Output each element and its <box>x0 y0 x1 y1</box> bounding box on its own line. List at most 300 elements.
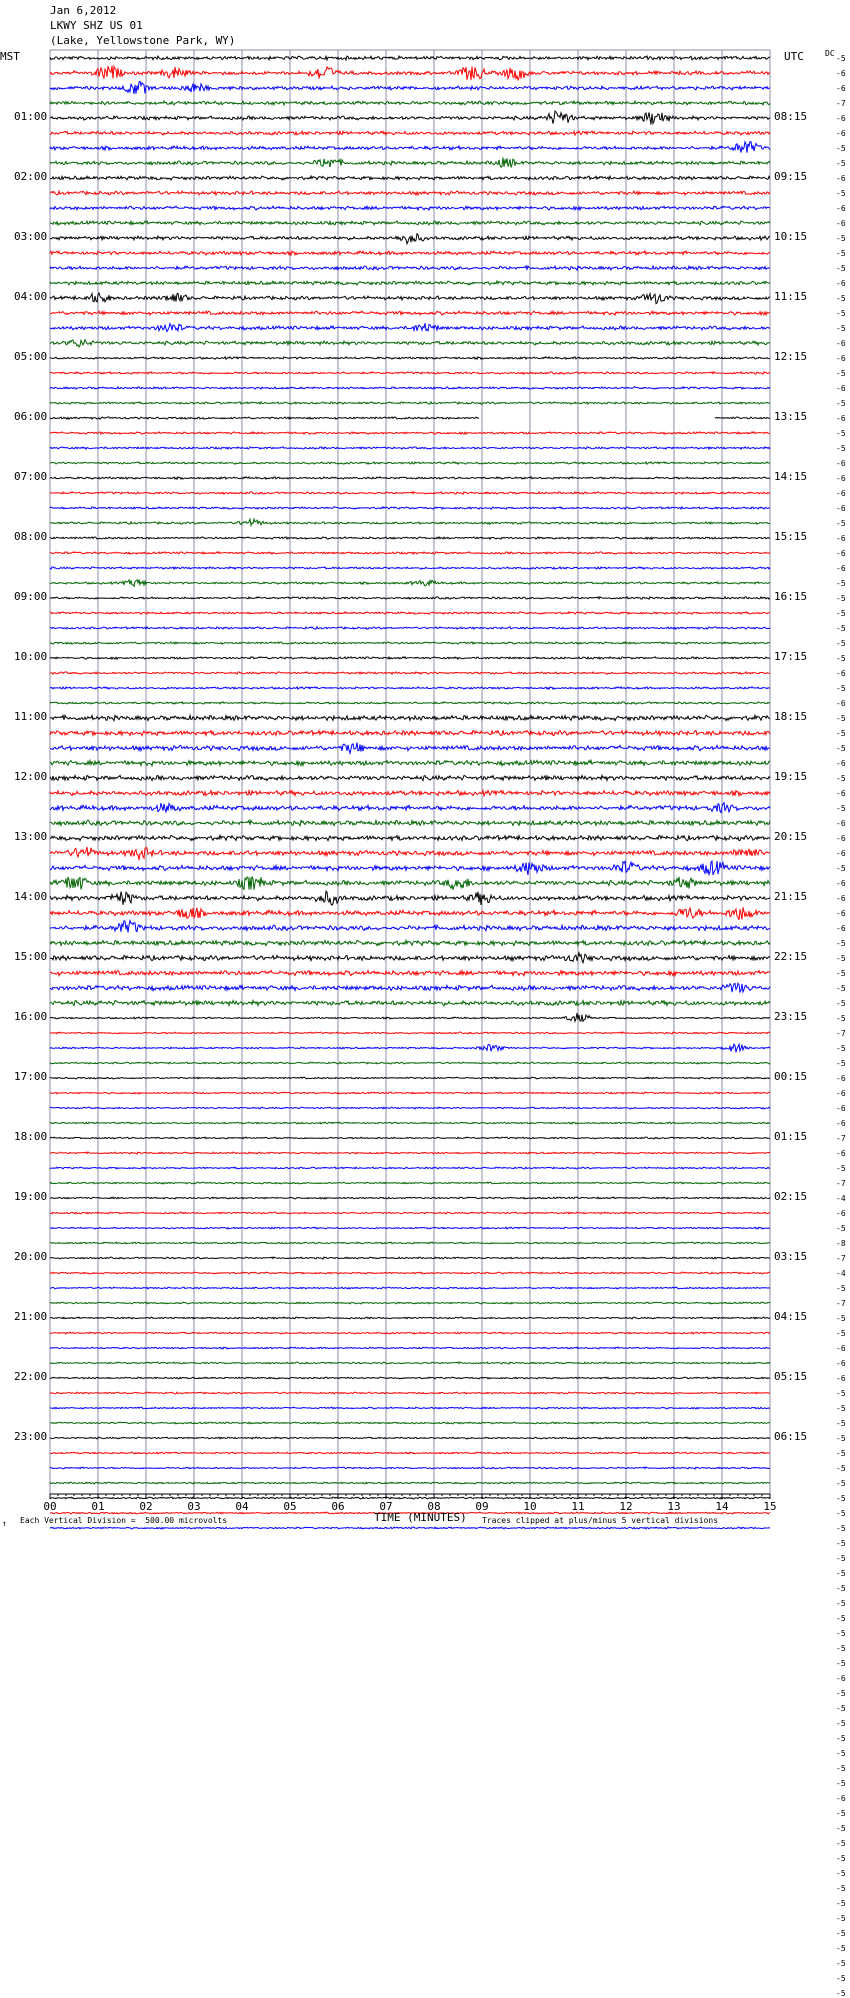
trace-line <box>50 323 770 331</box>
trace-line <box>50 1212 770 1214</box>
x-tick-label: 04 <box>235 1500 249 1513</box>
trace-line <box>50 971 770 976</box>
dc-offset-value: -5 <box>836 1629 846 1638</box>
dc-offset-value: -5 <box>836 399 846 408</box>
dc-offset-value: -6 <box>836 1209 846 1218</box>
station-location: (Lake, Yellowstone Park, WY) <box>50 34 236 47</box>
right-hour-label: 03:15 <box>774 1250 808 1263</box>
dc-offset-value: -5 <box>836 1734 846 1743</box>
dc-offset-value: -6 <box>836 414 846 423</box>
trace-line <box>50 820 770 826</box>
trace-line <box>50 311 770 315</box>
trace-line <box>50 1032 770 1034</box>
dc-offset-value: -6 <box>836 354 846 363</box>
dc-offset-value: -6 <box>836 204 846 213</box>
left-hour-label: 18:00 <box>14 1130 48 1143</box>
dc-offset-value: -6 <box>836 384 846 393</box>
dc-offset-value: -6 <box>836 789 846 798</box>
dc-offset-value: -6 <box>836 1674 846 1683</box>
trace-line <box>50 158 770 168</box>
trace-line <box>50 760 770 765</box>
dc-offset-value: -6 <box>836 339 846 348</box>
dc-offset-value: -4 <box>836 1194 846 1203</box>
x-tick-label: 11 <box>571 1500 585 1513</box>
dc-offset-value: -5 <box>836 1434 846 1443</box>
dc-offset-value: -5 <box>836 1014 846 1023</box>
trace-line <box>50 1377 770 1379</box>
right-hour-label: 18:15 <box>774 710 808 723</box>
left-hour-label: 08:00 <box>14 530 48 543</box>
x-axis-label: TIME (MINUTES) <box>374 1511 467 1524</box>
dc-offset-value: -5 <box>836 729 846 738</box>
plot-frame <box>50 50 770 1494</box>
dc-offset-value: -7 <box>836 99 846 108</box>
trace-line <box>50 357 770 359</box>
right-hour-label: 20:15 <box>774 830 808 843</box>
trace-line <box>50 1422 770 1424</box>
trace-line <box>50 281 770 285</box>
dc-offset-value: -8 <box>836 1239 846 1248</box>
trace-line <box>50 1152 770 1154</box>
dc-offset-value: -5 <box>836 639 846 648</box>
trace-line <box>50 206 770 210</box>
trace-line <box>50 1497 770 1499</box>
trace-line <box>50 791 770 796</box>
dc-offset-value: -7 <box>836 1299 846 1308</box>
right-hour-label: 11:15 <box>774 290 808 303</box>
x-tick-label: 08 <box>427 1500 441 1513</box>
left-hour-label: 16:00 <box>14 1010 48 1023</box>
trace-line <box>50 1482 770 1484</box>
x-tick-label: 06 <box>331 1500 345 1513</box>
trace-line <box>50 66 770 81</box>
trace-line <box>50 1242 770 1244</box>
trace-line <box>50 627 770 629</box>
left-hour-label: 05:00 <box>14 350 48 363</box>
trace-line <box>50 847 770 860</box>
trace-line <box>50 552 770 554</box>
trace-line <box>50 642 770 644</box>
trace-line <box>50 131 770 135</box>
dc-offset-value: -5 <box>836 864 846 873</box>
trace-line <box>50 372 770 374</box>
trace-line <box>50 687 770 689</box>
dc-offset-value: -5 <box>836 1389 846 1398</box>
dc-offset-value: -5 <box>836 939 846 948</box>
left-hour-label: 21:00 <box>14 1310 48 1323</box>
dc-offset-value: -5 <box>836 594 846 603</box>
x-tick-label: 07 <box>379 1500 393 1513</box>
right-hour-label: 22:15 <box>774 950 808 963</box>
dc-offset-value: -5 <box>836 1479 846 1488</box>
dc-offset-value: -5 <box>836 1869 846 1878</box>
left-timezone-label: MST <box>0 50 20 63</box>
right-hour-label: 15:15 <box>774 530 808 543</box>
trace-line <box>50 221 770 225</box>
dc-offset-value: -5 <box>836 369 846 378</box>
trace-line <box>50 402 770 404</box>
trace-line <box>50 1317 770 1319</box>
dc-offset-value: -5 <box>836 1719 846 1728</box>
left-hour-label: 02:00 <box>14 170 48 183</box>
right-hour-label: 17:15 <box>774 650 808 663</box>
trace-line <box>50 657 770 659</box>
trace-line <box>50 715 770 720</box>
right-hour-label: 13:15 <box>774 410 808 423</box>
left-hour-label: 17:00 <box>14 1070 48 1083</box>
trace-line <box>50 1044 770 1052</box>
dc-offset-value: -6 <box>836 669 846 678</box>
dc-offset-value: -5 <box>836 1944 846 1953</box>
trace-line <box>50 907 770 919</box>
left-hour-label: 15:00 <box>14 950 48 963</box>
dc-offset-value: -5 <box>836 1644 846 1653</box>
dc-offset-value: -6 <box>836 174 846 183</box>
dc-offset-value: -6 <box>836 819 846 828</box>
left-hour-label: 11:00 <box>14 710 48 723</box>
trace-line <box>50 1437 770 1439</box>
dc-offset-value: -7 <box>836 1029 846 1038</box>
trace-line <box>50 519 770 525</box>
dc-offset-value: -6 <box>836 84 846 93</box>
trace-line <box>50 417 770 419</box>
left-hour-label: 03:00 <box>14 230 48 243</box>
x-tick-label: 05 <box>283 1500 297 1513</box>
dc-offset-value: -5 <box>836 1314 846 1323</box>
trace-line <box>50 234 770 244</box>
dc-offset-value: -6 <box>836 564 846 573</box>
trace-line <box>50 387 770 389</box>
left-hour-label: 07:00 <box>14 470 48 483</box>
trace-line <box>50 266 770 270</box>
dc-offset-value: -5 <box>836 189 846 198</box>
clipping-note: Traces clipped at plus/minus 5 vertical divisions <box>482 1516 719 1525</box>
right-hour-label: 02:15 <box>774 1190 808 1203</box>
dc-offset-value: -5 <box>836 1569 846 1578</box>
trace-line <box>50 612 770 614</box>
trace-line <box>50 1107 770 1109</box>
dc-offset-value: -5 <box>836 324 846 333</box>
dc-offset-value: -5 <box>836 1809 846 1818</box>
x-tick-label: 12 <box>619 1500 633 1513</box>
dc-offset-value: -6 <box>836 1794 846 1803</box>
trace-line <box>50 702 770 704</box>
dc-offset-value: -5 <box>836 744 846 753</box>
dc-offset-value: -5 <box>836 1974 846 1983</box>
trace-line <box>50 101 770 105</box>
dc-offset-value: -5 <box>836 1464 846 1473</box>
trace-line <box>50 191 770 195</box>
trace-line <box>50 877 770 890</box>
dc-offset-value: -5 <box>836 234 846 243</box>
right-timezone-label: UTC <box>784 50 804 63</box>
trace-line <box>50 432 770 434</box>
trace-line <box>50 477 770 479</box>
dc-offset-value: -6 <box>836 909 846 918</box>
trace-line <box>50 1013 770 1021</box>
station-code: LKWY SHZ US 01 <box>50 19 143 32</box>
dc-offset-value: -5 <box>836 1839 846 1848</box>
right-hour-label: 23:15 <box>774 1010 808 1023</box>
dc-offset-value: -6 <box>836 879 846 888</box>
dc-offset-value: -7 <box>836 1254 846 1263</box>
left-hour-label: 12:00 <box>14 770 48 783</box>
x-tick-label: 02 <box>139 1500 153 1513</box>
dc-offset-value: -5 <box>836 429 846 438</box>
trace-line <box>50 983 770 992</box>
left-hour-label: 19:00 <box>14 1190 48 1203</box>
trace-line <box>50 1197 770 1199</box>
dc-offset-value: -5 <box>836 1854 846 1863</box>
dc-offset-value: -5 <box>836 714 846 723</box>
trace-line <box>50 1347 770 1349</box>
right-hour-label: 21:15 <box>774 890 808 903</box>
dc-offset-value: -5 <box>836 999 846 1008</box>
dc-offset-value: -5 <box>836 249 846 258</box>
dc-offset-value: -5 <box>836 774 846 783</box>
trace-line <box>50 1452 770 1454</box>
x-tick-label: 00 <box>43 1500 57 1513</box>
right-hour-label: 08:15 <box>774 110 808 123</box>
right-hour-label: 04:15 <box>774 1310 808 1323</box>
trace-line <box>50 567 770 569</box>
trace-line <box>50 1392 770 1394</box>
trace-line <box>50 1467 770 1469</box>
trace-line <box>50 1122 770 1124</box>
dc-offset-value: -5 <box>836 1404 846 1413</box>
x-tick-label: 14 <box>715 1500 729 1513</box>
dc-offset-value: -5 <box>836 1509 846 1518</box>
trace-line <box>50 1272 770 1274</box>
dc-offset-value: -6 <box>836 699 846 708</box>
dc-offset-header: DC <box>825 49 835 58</box>
trace-line <box>50 293 770 304</box>
dc-offset-value: -5 <box>836 624 846 633</box>
dc-offset-value: -6 <box>836 924 846 933</box>
left-hour-label: 23:00 <box>14 1430 48 1443</box>
right-hour-label: 14:15 <box>774 470 808 483</box>
dc-offset-value: -5 <box>836 444 846 453</box>
dc-offset-value: -5 <box>836 1164 846 1173</box>
dc-offset-value: -5 <box>836 1884 846 1893</box>
dc-offset-value: -6 <box>836 69 846 78</box>
trace-line <box>50 1302 770 1304</box>
dc-offset-value: -5 <box>836 144 846 153</box>
dc-offset-value: -6 <box>836 459 846 468</box>
dc-offset-value: -5 <box>836 1284 846 1293</box>
x-tick-label: 03 <box>187 1500 201 1513</box>
dc-offset-value: -6 <box>836 894 846 903</box>
dc-offset-value: -5 <box>836 1749 846 1758</box>
dc-offset-value: -5 <box>836 1914 846 1923</box>
dc-offset-value: -6 <box>836 549 846 558</box>
dc-offset-value: -5 <box>836 1224 846 1233</box>
dc-offset-value: -6 <box>836 114 846 123</box>
trace-line <box>50 1227 770 1229</box>
dc-offset-value: -5 <box>836 294 846 303</box>
dc-offset-value: -7 <box>836 1179 846 1188</box>
plot-date: Jan 6,2012 <box>50 4 117 17</box>
trace-line <box>50 507 770 509</box>
trace-line <box>50 492 770 494</box>
left-hour-label: 09:00 <box>14 590 48 603</box>
trace-line <box>50 142 770 153</box>
trace-line <box>50 803 770 813</box>
dc-offset-value: -5 <box>836 1059 846 1068</box>
dc-offset-value: -5 <box>836 1779 846 1788</box>
dc-offset-value: -6 <box>836 834 846 843</box>
dc-offset-value: -6 <box>836 1074 846 1083</box>
dc-offset-value: -5 <box>836 519 846 528</box>
left-hour-label: 20:00 <box>14 1250 48 1263</box>
dc-offset-value: -5 <box>836 1959 846 1968</box>
trace-line <box>50 537 770 539</box>
dc-offset-value: -5 <box>836 1524 846 1533</box>
trace-line <box>50 81 770 94</box>
trace-line <box>50 891 770 905</box>
trace-line <box>50 672 770 674</box>
trace-line <box>50 56 770 60</box>
right-hour-label: 01:15 <box>774 1130 808 1143</box>
dc-offset-value: -5 <box>836 1584 846 1593</box>
dc-offset-value: -5 <box>836 1044 846 1053</box>
dc-offset-value: -6 <box>836 474 846 483</box>
dc-offset-value: -7 <box>836 1134 846 1143</box>
trace-line <box>50 176 770 180</box>
dc-offset-value: -5 <box>836 1764 846 1773</box>
trace-line <box>50 597 770 599</box>
trace-line <box>50 1062 770 1064</box>
dc-offset-value: -5 <box>836 264 846 273</box>
right-hour-label: 05:15 <box>774 1370 808 1383</box>
dc-offset-value: -6 <box>836 534 846 543</box>
dc-offset-value: -6 <box>836 849 846 858</box>
dc-offset-value: -5 <box>836 1899 846 1908</box>
dc-offset-value: -5 <box>836 159 846 168</box>
dc-offset-value: -5 <box>836 609 846 618</box>
dc-offset-value: -6 <box>836 1374 846 1383</box>
dc-offset-value: -5 <box>836 1449 846 1458</box>
dc-offset-value: -5 <box>836 1659 846 1668</box>
right-hour-label: 00:15 <box>774 1070 808 1083</box>
right-hour-label: 06:15 <box>774 1430 808 1443</box>
trace-line <box>50 1077 770 1079</box>
left-hour-label: 04:00 <box>14 290 48 303</box>
corner-mark: ↑ <box>2 1519 7 1528</box>
trace-line <box>50 1527 770 1529</box>
x-tick-label: 13 <box>667 1500 681 1513</box>
trace-line <box>50 835 770 840</box>
dc-offset-value: -5 <box>836 1494 846 1503</box>
dc-offset-value: -5 <box>836 579 846 588</box>
dc-offset-value: -5 <box>836 1824 846 1833</box>
dc-offset-value: -5 <box>836 1554 846 1563</box>
trace-line <box>50 580 770 587</box>
dc-offset-value: -5 <box>836 1689 846 1698</box>
vertical-division-note: Each Vertical Division = 500.00 microvolts <box>20 1516 228 1525</box>
right-hour-label: 10:15 <box>774 230 808 243</box>
trace-line <box>50 111 770 124</box>
dc-offset-value: -5 <box>836 1929 846 1938</box>
trace-line <box>50 730 770 735</box>
x-tick-label: 10 <box>523 1500 537 1513</box>
dc-offset-value: -6 <box>836 1149 846 1158</box>
trace-line <box>50 953 770 963</box>
trace-line <box>50 1137 770 1139</box>
right-hour-label: 19:15 <box>774 770 808 783</box>
dc-offset-value: -5 <box>836 684 846 693</box>
dc-offset-value: -5 <box>836 309 846 318</box>
dc-offset-value: -6 <box>836 504 846 513</box>
trace-line <box>50 921 770 933</box>
dc-offset-value: -6 <box>836 1104 846 1113</box>
trace-line <box>50 1182 770 1184</box>
left-hour-label: 06:00 <box>14 410 48 423</box>
dc-offset-value: -6 <box>836 1359 846 1368</box>
dc-offset-value: -6 <box>836 1344 846 1353</box>
dc-offset-value: -5 <box>836 984 846 993</box>
x-tick-label: 15 <box>763 1500 777 1513</box>
dc-offset-value: -5 <box>836 54 846 63</box>
minute-grid <box>50 50 770 1494</box>
trace-line <box>50 940 770 945</box>
trace-line <box>50 447 770 449</box>
trace-line <box>50 1362 770 1364</box>
right-hour-label: 09:15 <box>774 170 808 183</box>
dc-offset-value: -5 <box>836 1614 846 1623</box>
dc-offset-value: -5 <box>836 969 846 978</box>
dc-offset-value: -6 <box>836 489 846 498</box>
trace-line <box>50 251 770 255</box>
dc-offset-value: -6 <box>836 1089 846 1098</box>
dc-offset-value: -5 <box>836 654 846 663</box>
trace-line <box>50 1257 770 1259</box>
dc-offset-value: -5 <box>836 954 846 963</box>
dc-offset-value: -6 <box>836 279 846 288</box>
trace-line <box>50 340 770 347</box>
dc-offset-value: -6 <box>836 1119 846 1128</box>
trace-line <box>50 1000 770 1005</box>
dc-offset-value: -5 <box>836 1704 846 1713</box>
dc-offset-value: -5 <box>836 1539 846 1548</box>
trace-line <box>50 1407 770 1409</box>
dc-offset-value: -4 <box>836 1269 846 1278</box>
dc-offset-value: -5 <box>836 1989 846 1998</box>
x-tick-label: 01 <box>91 1500 105 1513</box>
trace-group <box>50 56 770 1534</box>
dc-offset-value: -6 <box>836 759 846 768</box>
left-hour-label: 22:00 <box>14 1370 48 1383</box>
dc-offset-value: -5 <box>836 1599 846 1608</box>
trace-line <box>50 462 770 464</box>
trace-line <box>50 1092 770 1094</box>
trace-line <box>50 743 770 754</box>
left-hour-label: 10:00 <box>14 650 48 663</box>
dc-offset-value: -5 <box>836 1329 846 1338</box>
dc-offset-value: -5 <box>836 1419 846 1428</box>
left-hour-label: 01:00 <box>14 110 48 123</box>
trace-line <box>50 1167 770 1169</box>
trace-line <box>50 775 770 780</box>
dc-offset-value: -6 <box>836 129 846 138</box>
right-hour-label: 16:15 <box>774 590 808 603</box>
left-hour-label: 13:00 <box>14 830 48 843</box>
trace-line <box>50 861 770 875</box>
left-hour-label: 14:00 <box>14 890 48 903</box>
right-hour-label: 12:15 <box>774 350 808 363</box>
trace-line <box>50 1287 770 1289</box>
trace-line <box>50 1332 770 1334</box>
